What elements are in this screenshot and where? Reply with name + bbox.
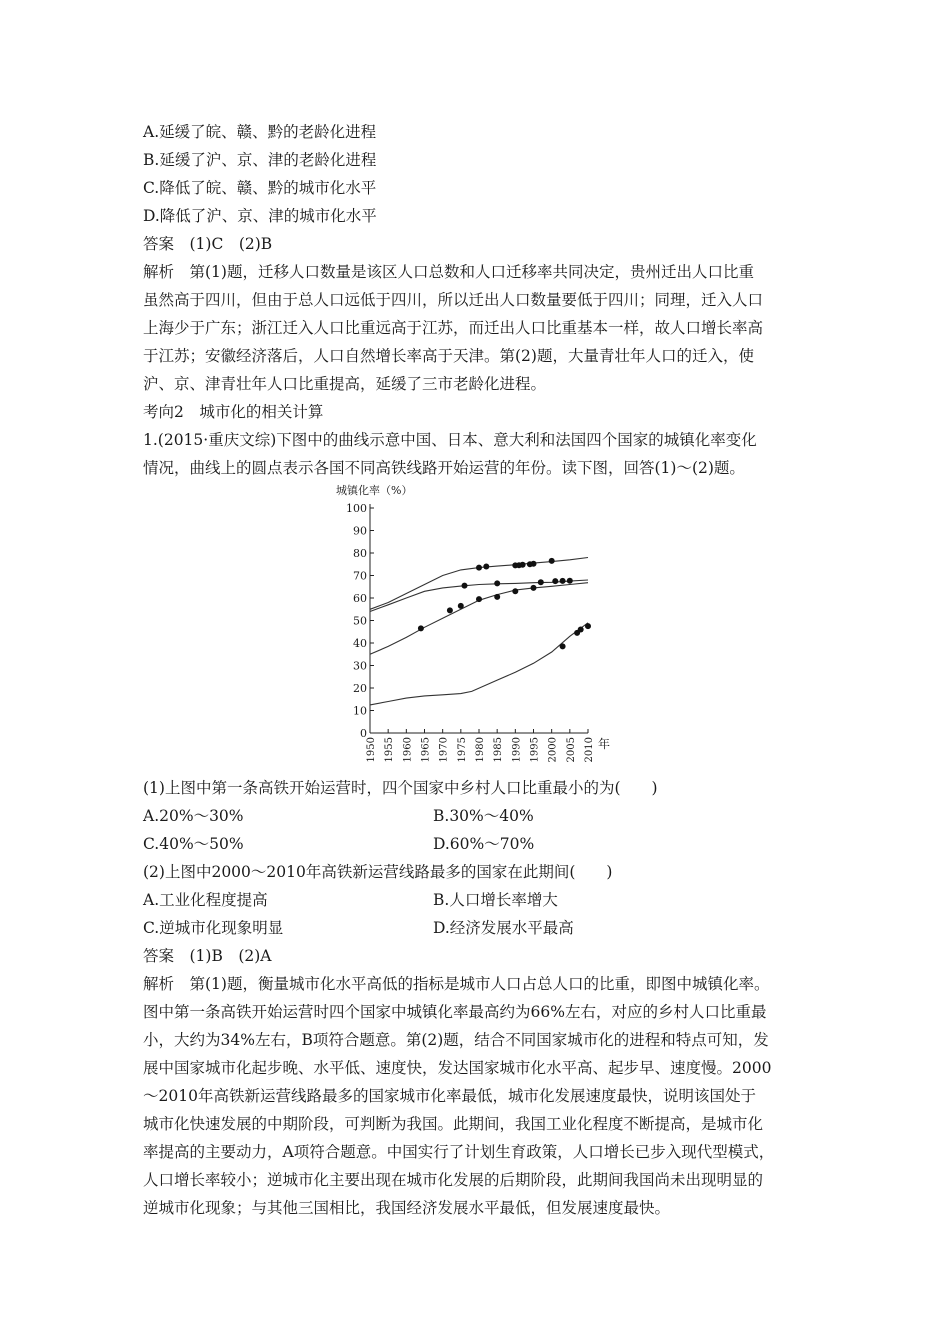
high-speed-rail-point bbox=[531, 561, 537, 567]
urbanization-chart bbox=[330, 480, 630, 770]
high-speed-rail-point bbox=[476, 596, 482, 602]
high-speed-rail-point bbox=[494, 594, 500, 600]
high-speed-rail-point bbox=[567, 578, 573, 584]
y-tick-label: 50 bbox=[353, 614, 367, 628]
high-speed-rail-point bbox=[483, 564, 489, 570]
q1-analysis-line: 解析 第(1)题，衡量城市化水平高低的指标是城市人口占总人口的比重，即图中城镇化率。 bbox=[143, 975, 770, 993]
x-tick-label: 2005 bbox=[565, 737, 577, 763]
y-tick-label: 0 bbox=[360, 727, 367, 740]
x-tick-label: 1975 bbox=[456, 737, 468, 763]
y-tick-label: 10 bbox=[353, 704, 367, 718]
y-tick-label: 100 bbox=[346, 502, 367, 515]
q0-analysis-line: 上海少于广东；浙江迁入人口比重远高于江苏，而迁出人口比重基本一样，故人口增长率高 bbox=[143, 319, 764, 337]
y-tick-label: 80 bbox=[353, 547, 367, 560]
q1-analysis-line: ～2010年高铁新运营线路最多的国家城市化率最低，城市化发展速度最快，说明该国处于 bbox=[143, 1087, 756, 1105]
q0-analysis-line: 解析 第(1)题，迁移人口数量是该区人口总数和人口迁移率共同决定，贵州迁出人口比重 bbox=[143, 263, 754, 281]
q1-analysis-line: 逆城市化现象；与其他三国相比，我国经济发展水平最低，但发展速度最快。 bbox=[143, 1199, 671, 1217]
high-speed-rail-point bbox=[458, 603, 464, 609]
chart-series bbox=[370, 558, 591, 705]
section-heading: 考向2 城市化的相关计算 bbox=[143, 403, 324, 421]
q1-sub1-option-d: D.60%～70% bbox=[433, 835, 535, 853]
y-tick-label: 30 bbox=[353, 659, 367, 673]
high-speed-rail-point bbox=[462, 583, 468, 589]
x-tick-label: 1955 bbox=[384, 737, 396, 763]
series-line bbox=[370, 583, 588, 655]
x-tick-label: 1980 bbox=[475, 737, 486, 763]
high-speed-rail-point bbox=[476, 565, 482, 571]
high-speed-rail-point bbox=[494, 580, 500, 586]
q0-option-b: B.延缓了沪、京、津的老龄化进程 bbox=[143, 151, 377, 169]
high-speed-rail-point bbox=[512, 588, 518, 594]
x-tick-label: 2000 bbox=[547, 737, 559, 763]
q1-sub2-option-a: A.工业化程度提高 bbox=[143, 891, 268, 909]
q1-analysis-line: 展中国家城市化起步晚、水平低、速度快，发达国家城市化水平高、起步早、速度慢。2000 bbox=[143, 1059, 772, 1077]
x-axis-label: 年 bbox=[598, 737, 611, 751]
y-axis-label: 城镇化率（%） bbox=[336, 484, 413, 497]
y-tick-label: 20 bbox=[353, 682, 367, 695]
y-tick-label: 70 bbox=[353, 569, 367, 583]
high-speed-rail-point bbox=[549, 558, 555, 564]
x-tick-label: 1985 bbox=[493, 737, 505, 763]
q1-sub2-option-c: C.逆城市化现象明显 bbox=[143, 919, 284, 937]
q1-answer: 答案 (1)B (2)A bbox=[143, 947, 272, 965]
q1-sub1-option-c: C.40%～50% bbox=[143, 835, 244, 853]
high-speed-rail-point bbox=[520, 562, 526, 568]
q1-sub2-option-d: D.经济发展水平最高 bbox=[433, 919, 574, 937]
x-tick-label: 1960 bbox=[402, 737, 414, 763]
y-tick-label: 90 bbox=[353, 524, 367, 538]
high-speed-rail-point bbox=[578, 627, 584, 633]
q0-analysis-line: 沪、京、津青壮年人口比重提高，延缓了三市老龄化进程。 bbox=[143, 375, 547, 393]
q0-option-c: C.降低了皖、赣、黔的城市化水平 bbox=[143, 179, 377, 197]
x-tick-label: 1995 bbox=[529, 737, 541, 763]
q0-analysis-line: 虽然高于四川，但由于总人口远低于四川，所以迁出人口数量要低于四川；同理，迁入人口 bbox=[143, 291, 764, 309]
high-speed-rail-point bbox=[552, 578, 558, 584]
x-tick-label: 1965 bbox=[420, 737, 432, 763]
high-speed-rail-point bbox=[531, 585, 537, 591]
series-line bbox=[370, 623, 588, 705]
y-tick-label: 40 bbox=[353, 637, 367, 650]
chart-axes bbox=[346, 502, 595, 762]
q1-stem-line: 1.(2015·重庆文综)下图中的曲线示意中国、日本、意大利和法国四个国家的城镇化率变化 bbox=[143, 431, 757, 449]
q1-sub2-question: (2)上图中2000～2010年高铁新运营线路最多的国家在此期间( ) bbox=[143, 863, 613, 881]
high-speed-rail-point bbox=[538, 579, 544, 585]
q1-analysis-line: 人口增长率较小；逆城市化主要出现在城市化发展的后期阶段，此期间我国尚未出现明显的 bbox=[143, 1171, 764, 1189]
q0-analysis-line: 于江苏；安徽经济落后，人口自然增长率高于天津。第(2)题，大量青壮年人口的迁入，使 bbox=[143, 347, 754, 365]
q0-option-d: D.降低了沪、京、津的城市化水平 bbox=[143, 207, 377, 225]
q0-answer: 答案 (1)C (2)B bbox=[143, 235, 273, 253]
y-tick-label: 60 bbox=[353, 592, 367, 605]
q1-sub2-option-b: B.人口增长率增大 bbox=[433, 891, 558, 909]
q1-sub1-option-b: B.30%～40% bbox=[433, 807, 534, 825]
high-speed-rail-point bbox=[585, 623, 591, 629]
q1-analysis-line: 城市化快速发展的中期阶段，可判断为我国。此期间，我国工业化程度不断提高，是城市化 bbox=[143, 1115, 764, 1133]
q1-analysis-line: 小，大约为34%左右，B项符合题意。第(2)题，结合不同国家城市化的进程和特点可知，发 bbox=[143, 1031, 769, 1049]
high-speed-rail-point bbox=[447, 607, 453, 613]
high-speed-rail-point bbox=[418, 625, 424, 631]
high-speed-rail-point bbox=[560, 643, 566, 649]
q1-analysis-line: 图中第一条高铁开始运营时四个国家中城镇化率最高约为66%左右，对应的乡村人口比重最 bbox=[143, 1003, 767, 1021]
q1-sub1-question: (1)上图中第一条高铁开始运营时，四个国家中乡村人口比重最小的为( ) bbox=[143, 779, 658, 797]
x-tick-label: 1950 bbox=[366, 737, 377, 763]
x-tick-label: 1970 bbox=[438, 737, 450, 763]
q1-analysis-line: 率提高的主要动力，A项符合题意。中国实行了计划生育政策，人口增长已步入现代型模式， bbox=[143, 1143, 775, 1161]
high-speed-rail-point bbox=[560, 578, 566, 584]
x-tick-label: 1990 bbox=[511, 737, 523, 763]
q1-sub1-option-a: A.20%～30% bbox=[143, 807, 244, 825]
q0-option-a: A.延缓了皖、赣、黔的老龄化进程 bbox=[143, 123, 377, 141]
q1-stem-line: 情况，曲线上的圆点表示各国不同高铁线路开始运营的年份。读下图，回答(1)～(2)题。 bbox=[143, 459, 745, 477]
x-tick-label: 2010 bbox=[584, 737, 595, 763]
